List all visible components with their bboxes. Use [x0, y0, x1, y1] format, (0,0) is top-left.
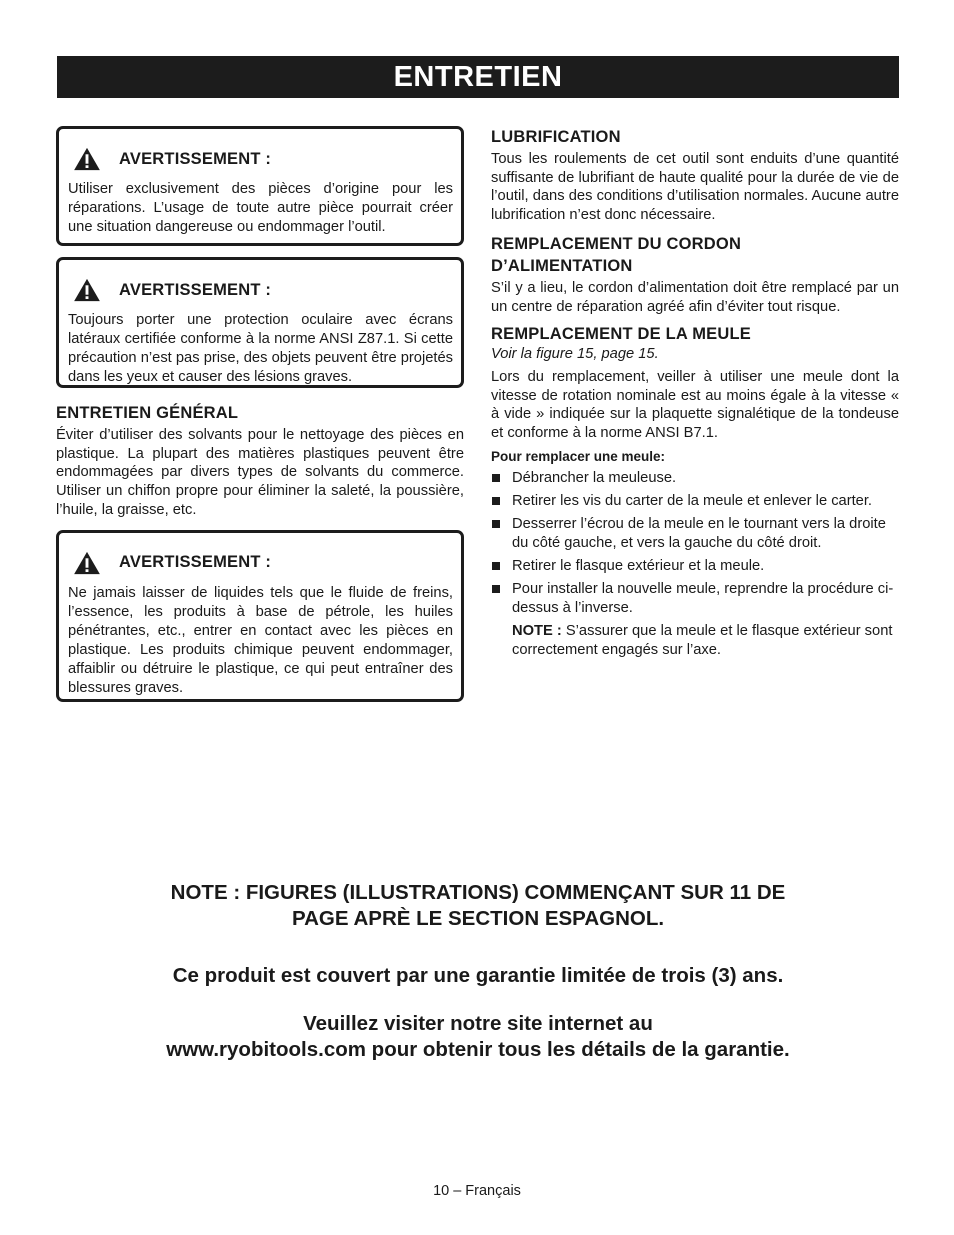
- section-text: Lors du remplacement, veiller à utiliser une meule dont la vitesse de rotation nominale est au moins égale à la vitesse « à vide » indiquée sur la plaquette signalétique de la tondeuse et conforme à la norme ANSI B7.1.: [491, 368, 899, 442]
- section-text: Éviter d’utiliser des solvants pour le nettoyage des pièces en plastique. La plupart des matières plastiques peuvent être endommagées par divers types de solvants du commerce. Utiliser un chiffon propre pour éliminer la saleté, la poussière, l’huile, la graisse, etc.: [56, 427, 464, 518]
- warning-text: Toujours porter une protection oculaire avec écrans latéraux certifiée conforme à la norme ANSI Z87.1. Si cette précaution n’est pas prise, des objets peuvent être projetés dans les yeux et causer des lésions graves.: [68, 312, 453, 385]
- figures-notice: [57, 880, 899, 932]
- list-item: Retirer les vis du carter de la meule et enlever le carter.: [491, 492, 899, 511]
- list-item: Retirer le flasque extérieur et la meule.: [491, 557, 899, 576]
- warranty-notice: Ce produit est couvert par une garantie limitée de trois (3) ans.: [172, 964, 784, 987]
- section-title: ENTRETIEN GÉNÉRAL: [56, 404, 239, 422]
- list-item: Desserrer l’écrou de la meule en le tournant vers la droite du côté gauche, et vers la gauche du côté droit.: [491, 515, 899, 553]
- general-maintenance-section: [56, 402, 464, 520]
- warning-triangle-icon: [71, 551, 103, 575]
- figure-reference: Voir la figure 15, page 15.: [491, 346, 659, 363]
- warning-text: Utiliser exclusivement des pièces d’origine pour les réparations. L’usage de toute autre pièce pourrait créer une situation dangereuse ou endommager l’outil.: [68, 181, 453, 235]
- warning-box-parts: [56, 126, 464, 246]
- warning-box-eye-protection: [56, 257, 464, 388]
- warning-header: [68, 551, 453, 575]
- steps-label: Pour remplacer une meule:: [491, 448, 666, 464]
- right-column: [491, 126, 899, 660]
- page-title: ENTRETIEN: [57, 56, 899, 98]
- page-number: 10 – Français: [433, 1183, 521, 1199]
- warning-title: AVERTISSEMENT :: [119, 149, 272, 168]
- section-title: REMPLACEMENT DE LA MEULE: [491, 325, 751, 344]
- notice-line: NOTE : FIGURES (ILLUSTRATIONS) COMMENÇANT SUR 11 DE: [170, 881, 786, 904]
- warning-triangle-icon: [71, 278, 103, 302]
- notice-line: PAGE APRÈ LE SECTION ESPAGNOL.: [291, 907, 665, 930]
- steps-list: [491, 469, 899, 618]
- section-title: [491, 233, 899, 277]
- warning-box-liquids: [56, 530, 464, 702]
- notice-line: Veuillez visiter notre site internet au: [303, 1012, 653, 1035]
- wheel-replacement-section: [491, 323, 899, 660]
- note-label: NOTE :: [512, 622, 562, 639]
- cord-replacement-section: [491, 233, 899, 316]
- list-item: Débrancher la meuleuse.: [491, 469, 899, 488]
- section-title-line: D’ALIMENTATION: [491, 256, 633, 275]
- left-column: [56, 126, 464, 702]
- lubrication-section: [491, 126, 899, 225]
- warning-header: [68, 147, 453, 171]
- section-text: S’il y a lieu, le cordon d’alimentation doit être remplacé par un un centre de réparation agréé afin d’éviter tout risque.: [491, 279, 899, 315]
- warning-title: AVERTISSEMENT :: [119, 280, 272, 299]
- warning-header: [68, 278, 453, 302]
- website-notice: [57, 1011, 899, 1063]
- warning-text: Ne jamais laisser de liquides tels que le fluide de freins, l’essence, les produits à base de pétrole, les huiles pénétrantes, etc., entrer en contact avec les pièces en plastique. Les produits chimique peuvent endommager, affaiblir ou détruire le plastique, ce qui peut entraîner des blessures graves.: [68, 584, 453, 696]
- note-text: S’assurer que la meule et le flasque extérieur sont correctement engagés sur l’axe.: [512, 622, 893, 658]
- section-title-line: REMPLACEMENT DU CORDON: [491, 234, 742, 253]
- section-text: Tous les roulements de cet outil sont enduits d’une quantité suffisante de lubrifiant de haute qualité pour la durée de vie de l’outil, dans des conditions d’utilisation normales. Aucune autre lubrification n’est donc nécessaire.: [491, 151, 899, 224]
- warning-title: AVERTISSEMENT :: [119, 553, 272, 572]
- warning-triangle-icon: [71, 147, 103, 171]
- list-item: Pour installer la nouvelle meule, reprendre la procédure ci-dessus à l’inverse.: [491, 580, 899, 618]
- notice-line: www.ryobitools.com pour obtenir tous les détails de la garantie.: [166, 1038, 790, 1061]
- section-title: LUBRIFICATION: [491, 128, 621, 146]
- note-paragraph: [491, 622, 899, 660]
